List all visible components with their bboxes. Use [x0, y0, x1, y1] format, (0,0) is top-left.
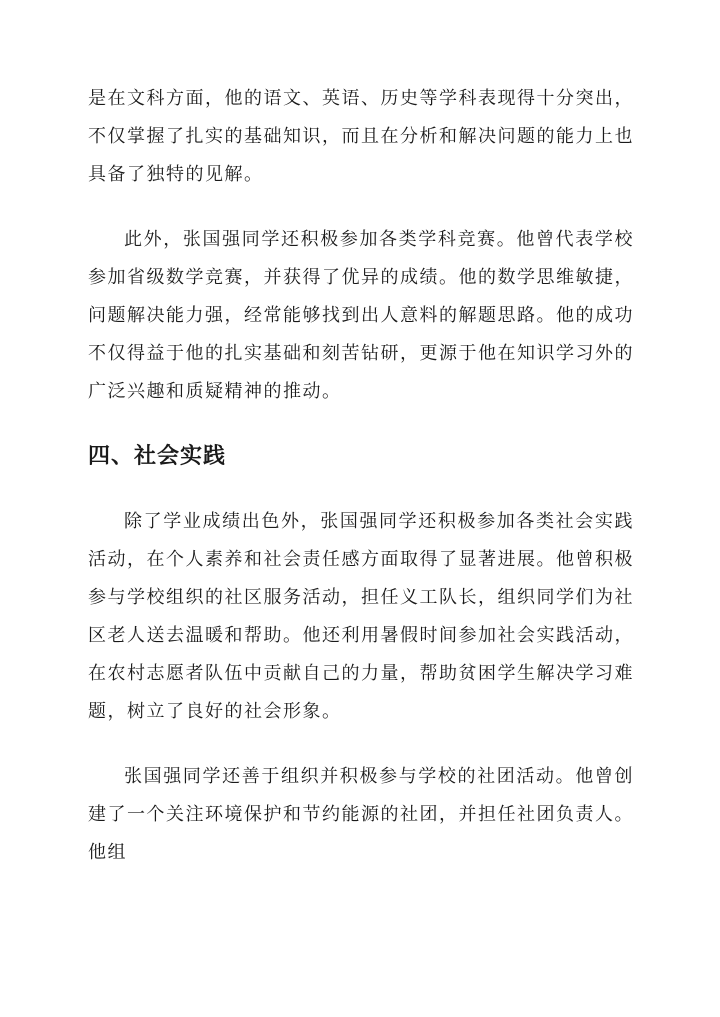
paragraph-competitions: 此外，张国强同学还积极参加各类学科竞赛。他曾代表学校参加省级数学竞赛，并获得了优异的成绩。他的数学思维敏捷，问题解决能力强，经常能够找到出人意料的解题思路。他的成功不仅得益于他的扎实基础和刻苦钻研，更源于他在知识学习外的广泛兴趣和质疑精神的推动。	[88, 229, 634, 402]
paragraph-clubs: 张国强同学还善于组织并积极参与学校的社团活动。他曾创建了一个关注环境保护和节约能源的社团，并担任社团负责人。他组	[88, 766, 634, 863]
paragraph-social-practice: 除了学业成绩出色外，张国强同学还积极参加各类社会实践活动，在个人素养和社会责任感方面取得了显著进展。他曾积极参与学校组织的社区服务活动，担任义工队长，组织同学们为社区老人送去温暖和帮助。他还利用暑假时间参加社会实践活动，在农村志愿者队伍中贡献自己的力量，帮助贫困学生解决学习难题，树立了良好的社会形象。	[88, 511, 634, 722]
paragraph-gap	[88, 411, 634, 438]
paragraph-gap	[88, 194, 634, 221]
section-heading-social-practice: 四、社会实践	[88, 444, 227, 469]
document-page	[88, 80, 634, 872]
paragraph-gap	[88, 731, 634, 758]
paragraph-continuation: 是在文科方面，他的语文、英语、历史等学科表现得十分突出，不仅掌握了扎实的基础知识，而且在分析和解决问题的能力上也具备了独特的见解。	[88, 88, 634, 185]
paragraph-gap	[88, 476, 634, 503]
